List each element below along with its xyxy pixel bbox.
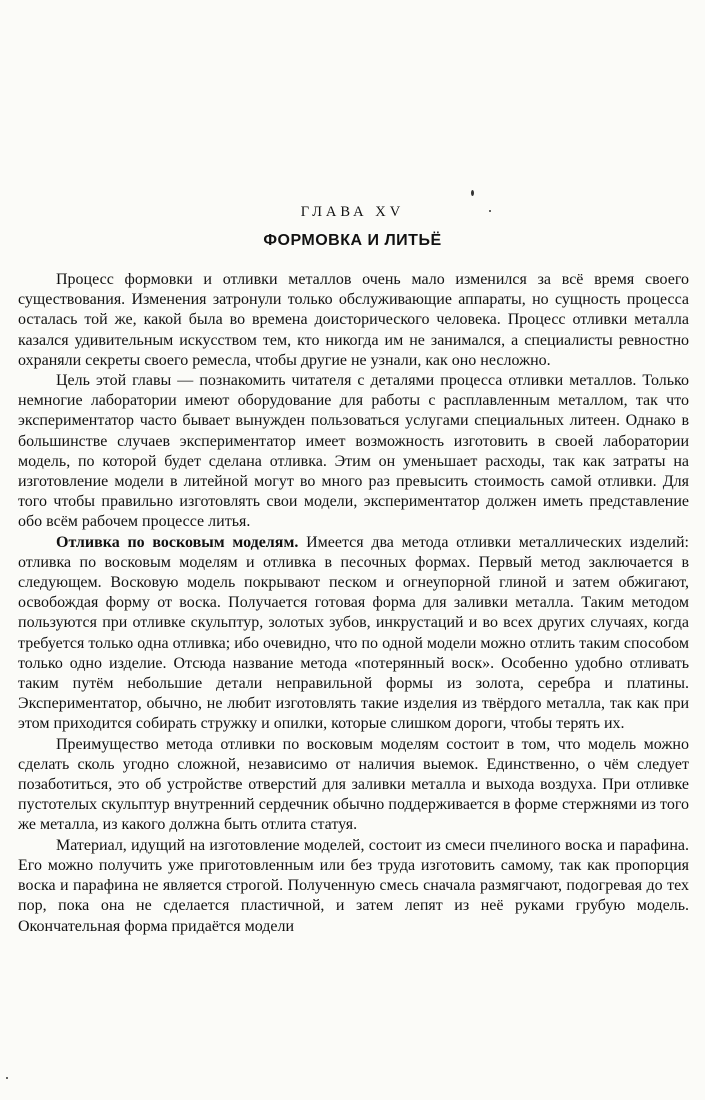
chapter-title: ФОРМОВКА И ЛИТЬЁ bbox=[263, 232, 442, 249]
chapter-label: ГЛАВА XV bbox=[300, 204, 405, 220]
print-speck bbox=[6, 1077, 8, 1079]
paragraph bbox=[18, 836, 689, 937]
paragraph bbox=[18, 270, 689, 371]
paragraph-text: Цель этой главы — познакомить читателя с деталями процесса отливки металлов. Только немногие лаборатории имеют оборудование для работы с расплавленным металлом, так что экспериментатор часто бывает вынужден пользоваться услугами специальных литеен. Однако в большинстве случаев экспериментатор имеет возможность изготовить в своей лаборатории модель, по которой будет сделана отливка. Этим он уменьшает расходы, так как затраты на изготовление модели в литейной могут во много раз превысить стоимость самой отливки. Для того чтобы правильно изготовлять свои модели, экспериментатор должен иметь представление обо всём рабочем процессе литья. bbox=[18, 372, 689, 531]
paragraph-text: Преимущество метода отливки по восковым моделям состоит в том, что модель можно сделать сколь угодно сложной, независимо от наличия выемок. Единственно, о чём следует позаботиться, это об устройстве отверстий для заливки металла и выхода воздуха. При отливке пустотелых скульптур внутренний сердечник обычно поддерживается в форме стержнями из того же металла, из какого должна быть отлита статуя. bbox=[18, 735, 689, 834]
section-lead-in: Отливка по восковым моделям. bbox=[56, 533, 299, 551]
paragraph bbox=[18, 735, 689, 836]
paragraph-text: Материал, идущий на изготовление моделей, состоит из смеси пчелиного воска и парафина. Его можно получить уже приготовленным или без труда изготовить самому, так как пропорция воска и парафина не является строгой. Полученную смесь сначала размягчают, подогревая до тех пор, пока она не сделается пластичной, и затем лепят из неё руками грубую модель. Окончательная форма придаётся модели bbox=[18, 836, 689, 935]
paragraph-text: Имеется два метода отливки металлических изделий: отливка по восковым моделям и отливка в песочных формах. Первый метод заключается в следующем. Восковую модель покрывают песком и огнеупорной глиной и затем обжигают, освобождая форму от воска. Получается готовая форма для заливки металла. Таким методом пользуются при отливке скульптур, золотых зубов, инкрустаций и во всех других случаях, когда требуется только одна отливка; ибо очевидно, что по одной модели можно отлить таким способом только одно изделие. Отсюда название метода «потерянный воск». Особенно удобно отливать таким путём небольшие детали неправильной формы из золота, серебра и платины. Экспериментатор, обычно, не любит изготовлять такие изделия из твёрдого металла, так как при этом приходится собирать стружку и опилки, которые слишком дороги, чтобы терять их. bbox=[18, 533, 689, 733]
paragraph bbox=[18, 533, 689, 735]
paragraph-text: Процесс формовки и отливки металлов очень мало изменился за всё время своего существования. Изменения затронули только обслуживающие аппараты, но сущность процесса осталась той же, какой была во времена доисторического человека. Процесс отливки металла казался удивительным искусством тем, кто никогда им не занимался, а специалисты ревностно охраняли секреты своего ремесла, чтобы другие не узнали, как оно несложно. bbox=[18, 271, 689, 369]
print-speck bbox=[471, 190, 474, 196]
chapter-body bbox=[18, 270, 689, 937]
paragraph bbox=[18, 371, 689, 533]
